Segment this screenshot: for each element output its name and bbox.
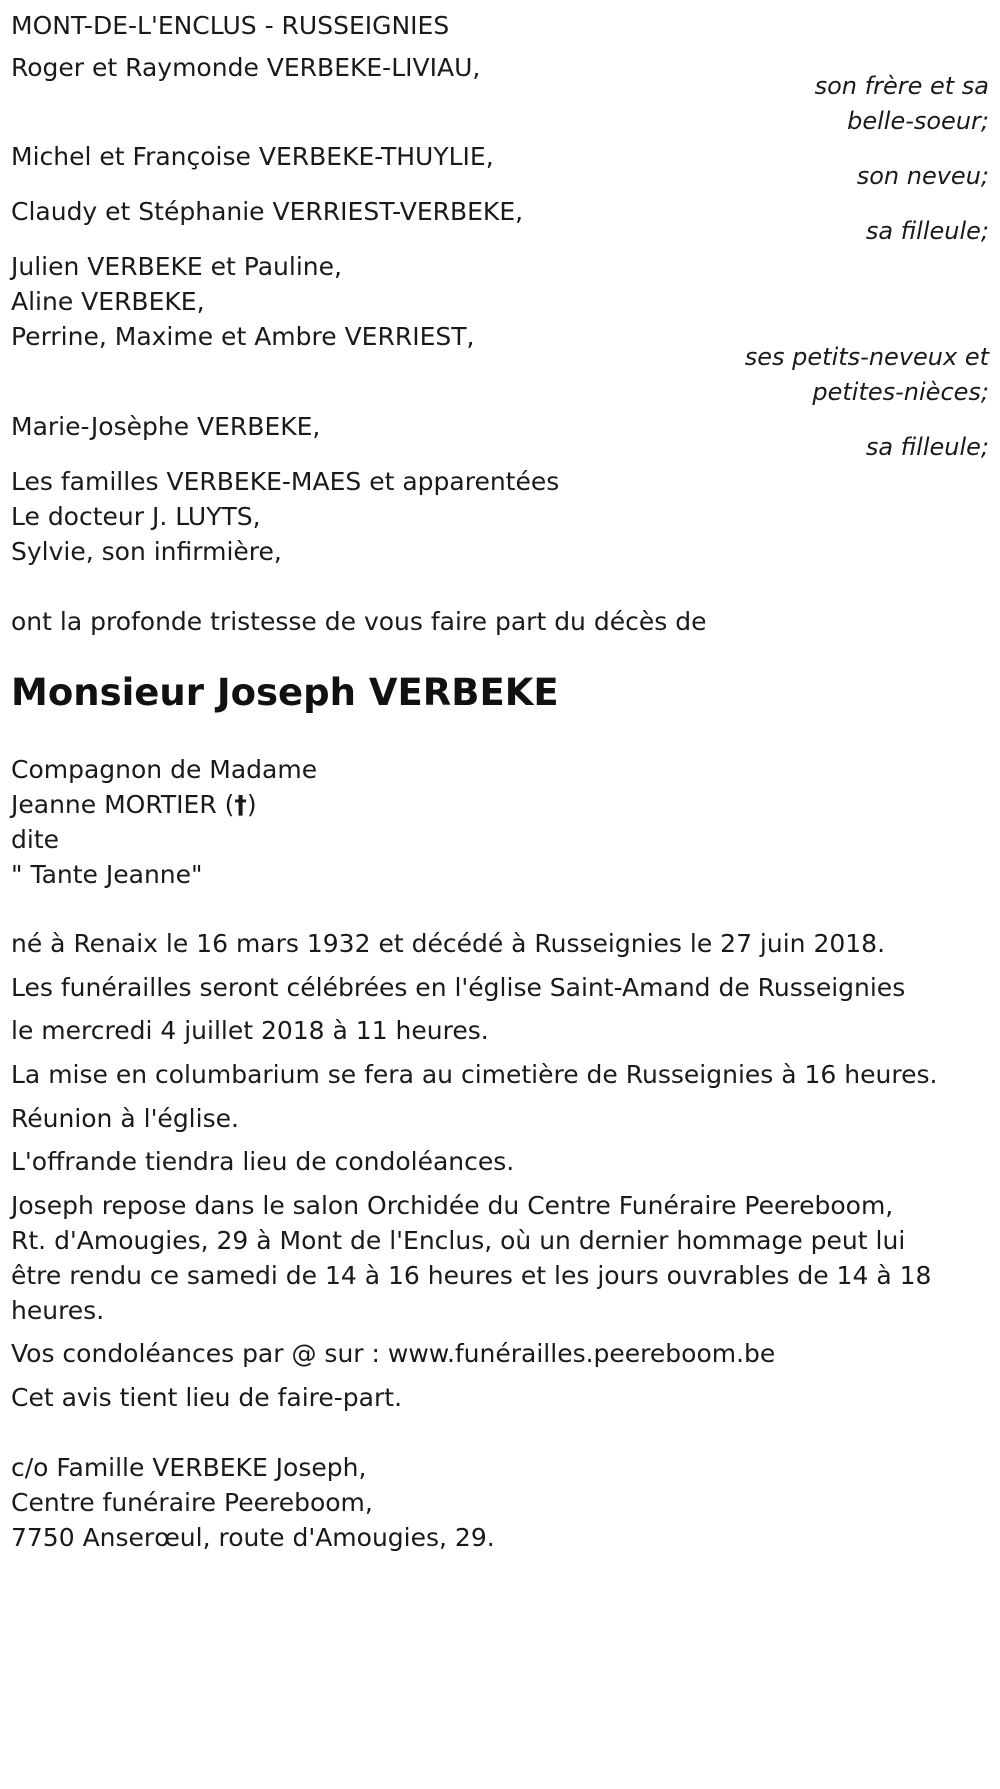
columbarium-text: La mise en columbarium se fera au cimetière de Russeignies à 16 heures.: [11, 1060, 938, 1089]
family-name-line: Claudy et Stéphanie VERRIEST-VERBEKE,: [11, 197, 524, 226]
family-relation-line: sa filleule;: [865, 217, 989, 245]
rest-text: Rt. d'Amougies, 29 à Mont de l'Enclus, où un dernier hommage peut lui: [11, 1226, 906, 1255]
companion-line: Compagnon de Madame: [11, 755, 318, 784]
deceased-name: Monsieur Joseph VERBEKE: [11, 671, 559, 714]
family-relation-line: son neveu;: [856, 162, 989, 190]
birth-death-text: né à Renaix le 16 mars 1932 et décédé à Russeignies le 27 juin 2018.: [11, 929, 886, 958]
offering-text: L'offrande tiendra lieu de condoléances.: [11, 1147, 515, 1176]
location-header: MONT-DE-L'ENCLUS - RUSSEIGNIES: [11, 11, 450, 40]
rest-text: heures.: [11, 1296, 105, 1325]
family-relation-line: belle-soeur;: [847, 107, 989, 135]
family-name-line: Aline VERBEKE,: [11, 287, 205, 316]
family-name-line: Le docteur J. LUYTS,: [11, 502, 261, 531]
family-relation-line: ses petits-neveux et: [744, 343, 989, 371]
companion-line: [11, 785, 257, 825]
rest-text: Joseph repose dans le salon Orchidée du Centre Funéraire Peereboom,: [11, 1191, 894, 1220]
address-line: Centre funéraire Peereboom,: [11, 1488, 373, 1517]
companion-line: " Tante Jeanne": [11, 860, 203, 889]
family-relation-line: son frère et sa: [814, 72, 989, 100]
announcement-text: ont la profonde tristesse de vous faire part du décès de: [11, 607, 707, 636]
family-relation-line: petites-nièces;: [812, 378, 989, 406]
funeral-text: Les funérailles seront célébrées en l'église Saint-Amand de Russeignies: [11, 973, 906, 1002]
paren-close: ): [246, 790, 257, 819]
family-name-line: Roger et Raymonde VERBEKE-LIVIAU,: [11, 53, 481, 82]
family-name-line: Perrine, Maxime et Ambre VERRIEST,: [11, 322, 475, 351]
rest-text: être rendu ce samedi de 14 à 16 heures et les jours ouvrables de 14 à 18: [11, 1261, 932, 1290]
funeral-text: le mercredi 4 juillet 2018 à 11 heures.: [11, 1016, 489, 1045]
family-name-line: Marie-Josèphe VERBEKE,: [11, 412, 321, 441]
notice-text: Cet avis tient lieu de faire-part.: [11, 1383, 403, 1412]
dagger-icon: †: [234, 790, 247, 819]
companion-line: dite: [11, 825, 59, 854]
family-name-line: Julien VERBEKE et Pauline,: [11, 252, 342, 281]
address-line: 7750 Anserœul, route d'Amougies, 29.: [11, 1523, 495, 1552]
address-line: c/o Famille VERBEKE Joseph,: [11, 1453, 367, 1482]
meeting-text: Réunion à l'église.: [11, 1104, 239, 1133]
condolences-text: Vos condoléances par @ sur : www.funérailles.peereboom.be: [11, 1339, 776, 1368]
family-name-line: Michel et Françoise VERBEKE-THUYLIE,: [11, 142, 494, 171]
family-name-line: Les familles VERBEKE-MAES et apparentées: [11, 467, 560, 496]
companion-name: Jeanne MORTIER (: [11, 790, 235, 819]
family-name-line: Sylvie, son infirmière,: [11, 537, 282, 566]
family-relation-line: sa filleule;: [865, 433, 989, 461]
